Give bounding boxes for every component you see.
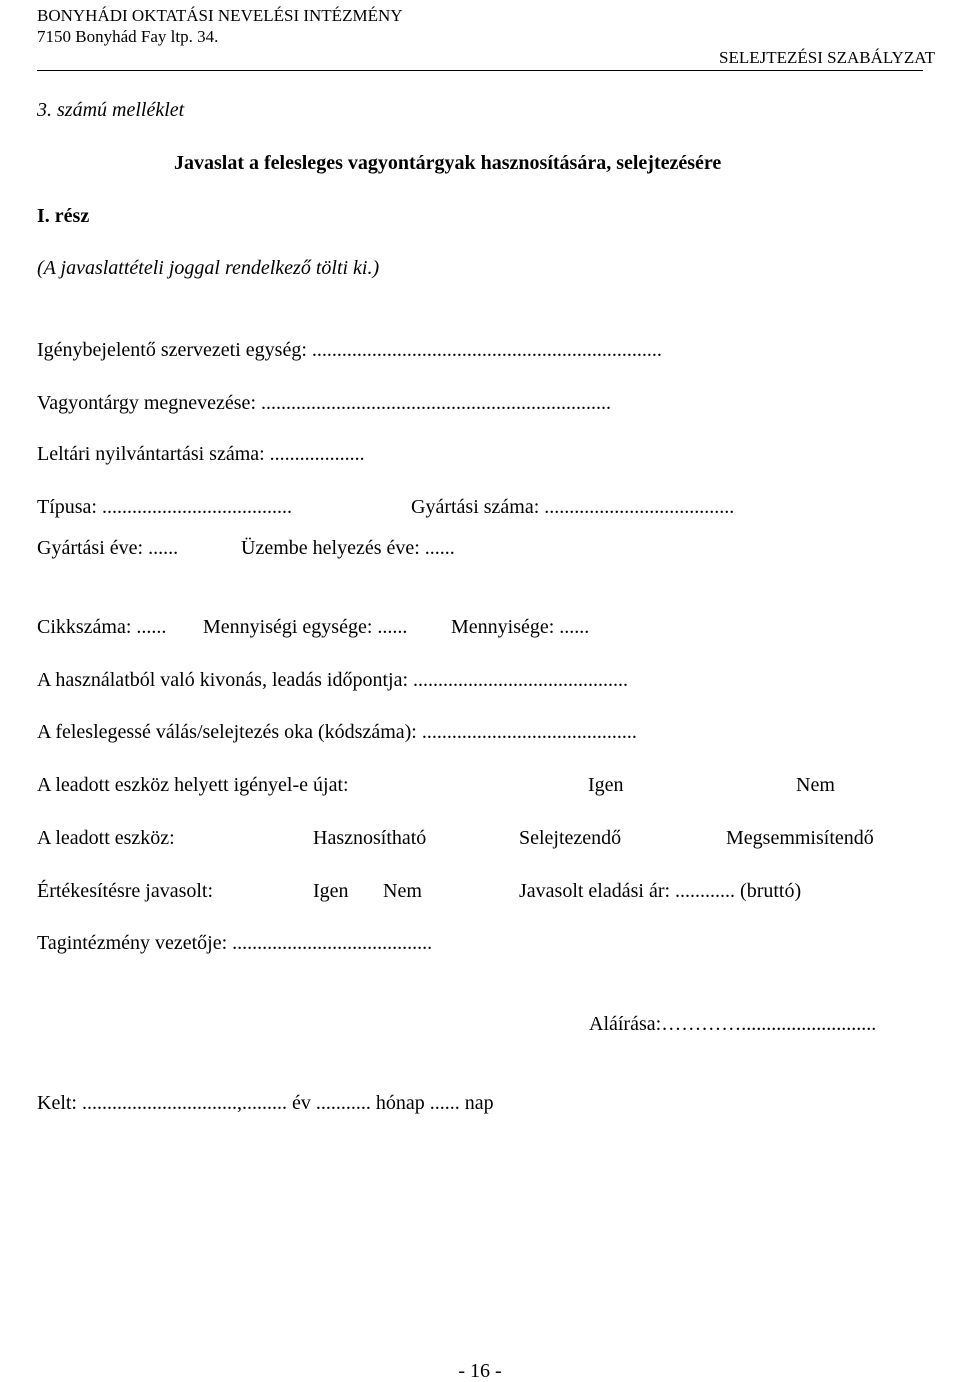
replacement-question: A leadott eszköz helyett igényel-e újat: (37, 774, 349, 796)
field-serial-number: Gyártási száma: ...................................... (411, 496, 735, 518)
field-item-number: Cikkszáma: ...... (37, 616, 167, 638)
field-requesting-unit: Igénybejelentő szervezeti egység: ...................................................................... (37, 339, 662, 361)
header-divider (37, 70, 923, 71)
form-title: Javaslat a felesleges vagyontárgyak hasznosítására, selejtezésére (174, 152, 722, 174)
head-of-unit-field: Tagintézmény vezetője: ........................................ (37, 932, 433, 954)
sale-yes-option: Igen (313, 880, 349, 902)
date-line: Kelt: ...............................,......... év ........... hónap ...... nap (37, 1092, 494, 1114)
field-type: Típusa: ...................................... (37, 496, 292, 518)
signature-field: Aláírása:…………........................... (589, 1013, 877, 1035)
disposition-usable-option: Hasznosítható (313, 827, 427, 849)
field-inventory-number: Leltári nyilvántartási száma: ................... (37, 443, 365, 465)
fill-note: (A javaslattételi joggal rendelkező tölti ki.) (37, 257, 380, 279)
sale-price-field: Javasolt eladási ár: ............ (bruttó) (519, 880, 802, 902)
field-asset-name: Vagyontárgy megnevezése: ...................................................................... (37, 392, 611, 414)
field-quantity: Mennyisége: ...... (451, 616, 590, 638)
field-reason: A feleslegessé válás/selejtezés oka (kódszáma): ........................................... (37, 721, 637, 743)
field-commission-year: Üzembe helyezés éve: ...... (241, 537, 455, 559)
institution-name: BONYHÁDI OKTATÁSI NEVELÉSI INTÉZMÉNY (37, 6, 403, 25)
part-label: I. rész (37, 205, 90, 227)
sale-label: Értékesítésre javasolt: (37, 880, 214, 902)
page-number: - 16 - (458, 1360, 502, 1382)
field-withdrawal-date: A használatból való kivonás, leadás időpontja: ........................................... (37, 669, 629, 691)
replacement-no-option: Nem (796, 774, 835, 796)
disposition-label: A leadott eszköz: (37, 827, 175, 849)
disposition-scrap-option: Selejtezendő (519, 827, 622, 849)
replacement-yes-option: Igen (588, 774, 624, 796)
document-title: SELEJTEZÉSI SZABÁLYZAT (719, 48, 935, 67)
field-unit-of-measure: Mennyiségi egysége: ...... (203, 616, 408, 638)
disposition-destroy-option: Megsemmisítendő (726, 827, 874, 849)
institution-address: 7150 Bonyhád Fay ltp. 34. (37, 27, 219, 46)
annex-label: 3. számú melléklet (37, 99, 185, 121)
field-manufacture-year: Gyártási éve: ...... (37, 537, 179, 559)
sale-no-option: Nem (383, 880, 422, 902)
